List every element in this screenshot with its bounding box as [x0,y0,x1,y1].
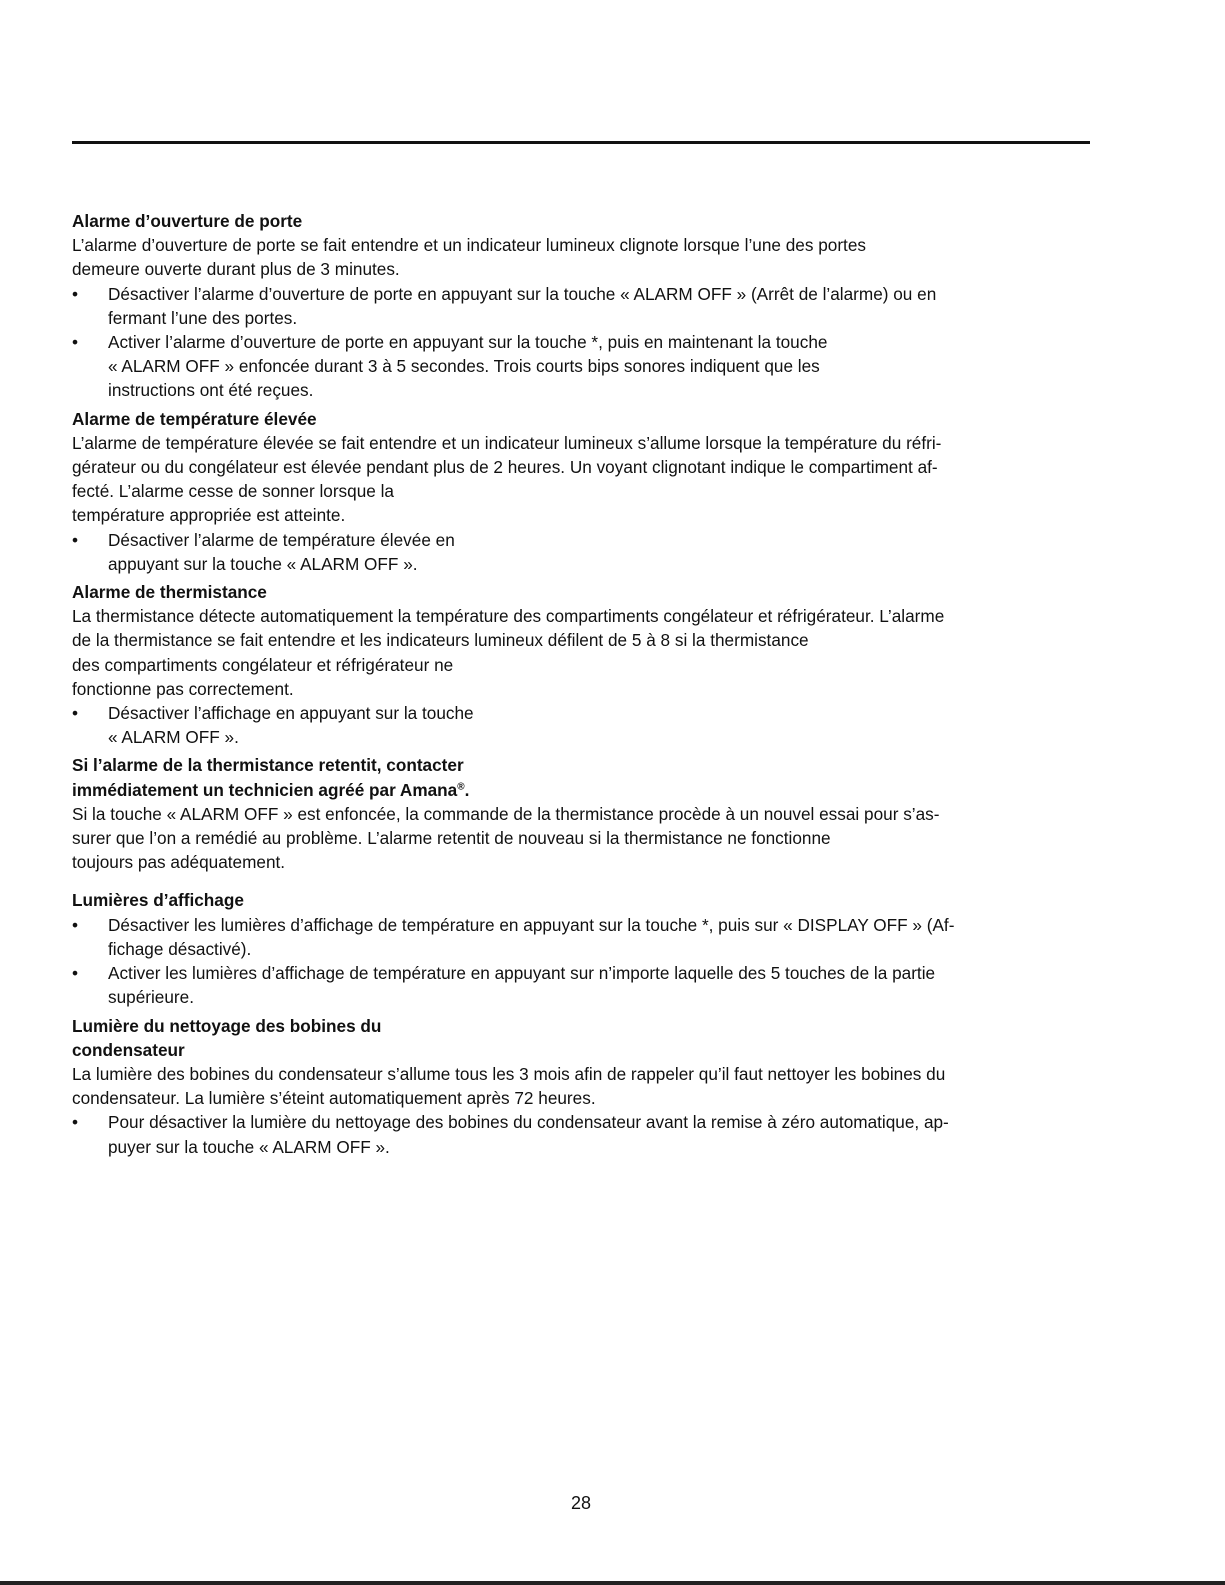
text-line: Désactiver les lumières d’affichage de température en appuyant sur la touche *, puis sur « DISPLAY OFF » (Af- [108,914,955,935]
text-line: La thermistance détecte automatiquement la température des compartiments congélateur et réfrigérateur. L’alarme [72,606,945,627]
paragraph-condenser-coil-light [72,1062,1087,1110]
document-body [72,209,1087,1159]
paragraph-door-alarm [72,233,1087,281]
text-line: température appropriée est atteinte. [72,505,346,526]
text-line: des compartiments congélateur et réfrigérateur ne [72,654,454,675]
bullet-marker: • [72,283,79,304]
bullet-list [72,528,1087,576]
section-title-thermistor-alarm: Alarme de thermistance [72,582,267,603]
section-title-high-temp-alarm: Alarme de température élevée [72,408,317,429]
text-line: surer que l’on a remédié au problème. L’alarme retentit de nouveau si la thermistance ne fonctionne [72,828,831,849]
bullet-item [72,528,1087,576]
bottom-border [0,1581,1225,1585]
section-title-display-lights: Lumières d’affichage [72,890,244,911]
text-line: L’alarme d’ouverture de porte se fait entendre et un indicateur lumineux clignote lorsque l’une des portes [72,235,866,256]
text-line: supérieure. [108,987,194,1008]
text-line: gérateur ou du congélateur est élevée pendant plus de 2 heures. Un voyant clignotant indique le compartiment af- [72,457,938,478]
text-line: instructions ont été reçues. [108,380,314,401]
bullet-item [72,330,1087,403]
text-line: fermant l’une des portes. [108,307,298,328]
bullet-item [72,913,1087,961]
section-title-condenser-coil-light [72,1014,1087,1062]
paragraph-high-temp-alarm [72,431,1087,528]
top-rule [72,141,1090,144]
text-line: Activer l’alarme d’ouverture de porte en appuyant sur la touche *, puis en maintenant la touche [108,332,828,353]
text-line: appuyant sur la touche « ALARM OFF ». [108,553,418,574]
bullet-item [72,701,1087,749]
bullet-list [72,282,1087,403]
text-line: toujours pas adéquatement. [72,852,286,873]
text-line: fonctionne pas correctement. [72,678,294,699]
title-text: immédiatement un technicien agréé par Amana [72,779,458,800]
bullet-item [72,961,1087,1009]
bullet-list [72,1110,1087,1158]
paragraph-contact-technician [72,802,1087,875]
text-line: demeure ouverte durant plus de 3 minutes. [72,259,400,280]
registered-mark: ® [457,780,465,792]
text-line: Désactiver l’affichage en appuyant sur la touche [108,703,474,724]
bullet-marker: • [72,703,79,724]
text-line: Désactiver l’alarme d’ouverture de porte en appuyant sur la touche « ALARM OFF » (Arrêt de l’alarme) ou en [108,283,937,304]
bullet-marker: • [72,1112,79,1133]
title-line: condensateur [72,1039,185,1060]
text-line: fichage désactivé). [108,938,252,959]
text-line: condensateur. La lumière s’éteint automatiquement après 72 heures. [72,1088,596,1109]
text-line: fecté. L’alarme cesse de sonner lorsque la [72,481,394,502]
bullet-item [72,1110,1087,1158]
bullet-marker: • [72,529,79,550]
page-number: 28 [570,1493,592,1513]
title-period: . [464,779,470,800]
text-line: « ALARM OFF » enfoncée durant 3 à 5 secondes. Trois courts bips sonores indiquent que les [108,356,820,377]
title-line [72,778,1087,802]
bullet-marker: • [72,914,79,935]
text-line: La lumière des bobines du condensateur s’allume tous les 3 mois afin de rappeler qu’il faut nettoyer les bobines du [72,1063,946,1084]
bullet-item [72,282,1087,330]
bullet-list [72,913,1087,1010]
text-line: de la thermistance se fait entendre et les indicateurs lumineux défilent de 5 à 8 si la thermistance [72,630,809,651]
bullet-marker: • [72,332,79,353]
section-title-contact-technician [72,753,1087,801]
text-line: Pour désactiver la lumière du nettoyage des bobines du condensateur avant la remise à zéro automatique, ap- [108,1112,949,1133]
section-title-door-alarm: Alarme d’ouverture de porte [72,211,303,231]
title-line: Lumière du nettoyage des bobines du [72,1015,382,1036]
text-line: Si la touche « ALARM OFF » est enfoncée, la commande de la thermistance procède à un nouvel essai pour s’as- [72,803,940,824]
text-line: « ALARM OFF ». [108,727,239,748]
bullet-marker: • [72,963,79,984]
text-line: Désactiver l’alarme de température élevée en [108,529,455,550]
title-line: Si l’alarme de la thermistance retentit, contacter [72,755,464,776]
bullet-list [72,701,1087,749]
text-line: Activer les lumières d’affichage de température en appuyant sur n’importe laquelle des 5 touches de la partie [108,963,936,984]
paragraph-thermistor-alarm [72,604,1087,701]
text-line: puyer sur la touche « ALARM OFF ». [108,1136,390,1157]
text-line: L’alarme de température élevée se fait entendre et un indicateur lumineux s’allume lorsque la température du réfri- [72,432,942,453]
